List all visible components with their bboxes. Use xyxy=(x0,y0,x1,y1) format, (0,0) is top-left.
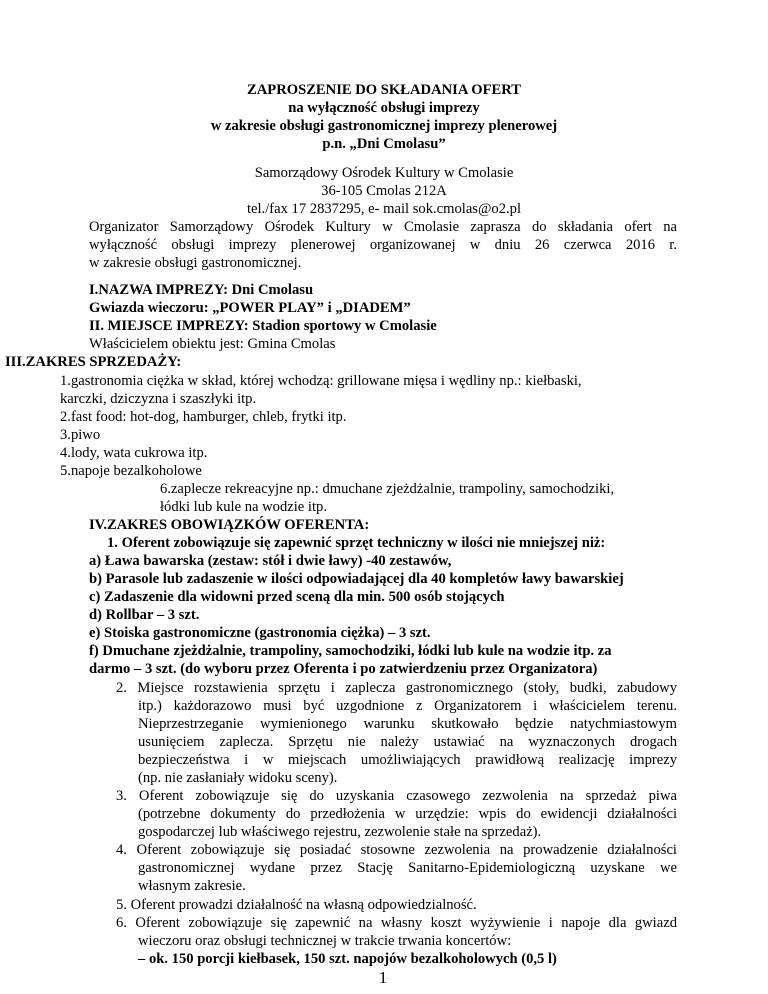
obligation-item-4: własnym zakresie. xyxy=(138,878,246,894)
organizer-contact: tel./fax 17 2837295, e- mail sok.cmolas@o2.pl xyxy=(246,201,522,217)
obligation-item-4: 4. Oferent zobowiązuje się posiadać stosowne zezwolenia na prowadzenie działalności xyxy=(116,842,677,858)
equipment-item: e) Stoiska gastronomiczne (gastronomia ciężka) – 3 szt. xyxy=(89,625,431,641)
organizer-name: Samorządowy Ośrodek Kultury w Cmolasie xyxy=(254,165,514,181)
sales-item: 4.lody, wata cukrowa itp. xyxy=(60,445,208,461)
obligation-item-3: (potrzebne dokumenty do przedłożenia w urzędzie: wpis do ewidencji działalności xyxy=(138,806,677,822)
obligation-item-6: wieczoru oraz obsługi technicznej w trakcie trwania koncertów: xyxy=(138,933,512,949)
document-subtitle: na wyłączność obsługi imprezy xyxy=(288,100,480,116)
document-subtitle: w zakresie obsługi gastronomicznej imprezy plenerowej xyxy=(210,118,558,134)
event-stars: Gwiazda wieczoru: „POWER PLAY” i „DIADEM” xyxy=(89,300,411,316)
obligation-item-6: – ok. 150 porcji kiełbasek, 150 szt. napojów bezalkoholowych (0,5 l) xyxy=(138,951,557,967)
document-subtitle: p.n. „Dni Cmolasu” xyxy=(322,136,446,152)
equipment-item: a) Ława bawarska (zestaw: stół i dwie ławy) -40 zestawów, xyxy=(89,553,452,569)
sales-item: 3.piwo xyxy=(60,427,101,443)
sales-scope-heading: III.ZAKRES SPRZEDAŻY: xyxy=(5,354,182,370)
obligation-item-2: 2. Miejsce rozstawienia sprzętu i zaplecza gastronomicznego (stoły, budki, zabudowy xyxy=(116,680,677,696)
sales-item: 2.fast food: hot-dog, hamburger, chleb, frytki itp. xyxy=(60,409,347,425)
obligation-item-2: usunięciem zaplecza. Sprzętu nie należy ustawiać na wyznaczonych drogach xyxy=(138,734,677,750)
obligation-item-5: 5. Oferent prowadzi działalność na własną odpowiedzialność. xyxy=(116,897,477,913)
obligation-item-2: Nieprzestrzeganie wymienionego warunku skutkowało będzie natychmiastowym xyxy=(138,716,677,732)
sales-item: 5.napoje bezalkoholowe xyxy=(60,463,202,479)
sales-item: 1.gastronomia ciężka w skład, której wchodzą: grillowane mięsa i wędliny np.: kiełbaski, xyxy=(60,373,582,389)
document-title: ZAPROSZENIE DO SKŁADANIA OFERT xyxy=(247,82,521,98)
intro-line: w zakresie obsługi gastronomicznej. xyxy=(89,255,302,271)
obligations-heading: IV.ZAKRES OBOWIĄZKÓW OFERENTA: xyxy=(89,517,370,533)
equipment-item: d) Rollbar – 3 szt. xyxy=(89,607,200,623)
intro-line: Organizator Samorządowy Ośrodek Kultury w Cmolasie zaprasza do składania ofert na xyxy=(89,219,677,235)
organizer-address: 36-105 Cmolas 212A xyxy=(321,183,447,199)
obligation-item-2: bezpieczeństwa i w miejscach umożliwiających prawidłową realizację imprezy xyxy=(138,752,677,768)
page-number: 1 xyxy=(378,968,388,987)
obligation-item-4: gastronomicznej wydane przez Stację Sanitarno-Epidemiologiczną uzyskane we xyxy=(138,860,677,876)
equipment-item: darmo – 3 szt. (do wyboru przez Oferenta i po zatwierdzeniu przez Organizatora) xyxy=(89,661,598,677)
sales-item: łódki lub kule na wodzie itp. xyxy=(160,499,327,515)
equipment-item: c) Zadaszenie dla widowni przed sceną dla min. 500 osób stojących xyxy=(89,589,505,605)
event-place: II. MIEJSCE IMPREZY: Stadion sportowy w Cmolasie xyxy=(89,318,437,334)
event-name: I.NAZWA IMPREZY: Dni Cmolasu xyxy=(89,282,314,298)
obligation-item-2: itp.) każdorazowo musi być uzgodnione z Organizatorem i właścicielem terenu. xyxy=(138,698,677,714)
obligation-item-6: 6. Oferent zobowiązuje się zapewnić na własny koszt wyżywienie i napoje dla gwiazd xyxy=(116,915,677,931)
sales-item: karczki, dziczyzna i szaszłyki itp. xyxy=(60,391,257,407)
sales-item: 6.zaplecze rekreacyjne np.: dmuchane zjeżdżalnie, trampoliny, samochodziki, xyxy=(160,481,615,497)
equipment-item: f) Dmuchane zjeżdżalnie, trampoliny, samochodziki, łódki lub kule na wodzie itp. za xyxy=(89,643,612,659)
intro-line: wyłączność obsługi imprezy plenerowej organizowanej w dniu 26 czerwca 2016 r. xyxy=(89,237,677,253)
obligation-item-1: 1. Oferent zobowiązuje się zapewnić sprzęt techniczny w ilości nie mniejszej niż: xyxy=(107,535,606,551)
venue-owner: Właścicielem obiektu jest: Gmina Cmolas xyxy=(89,336,336,352)
equipment-item: b) Parasole lub zadaszenie w ilości odpowiadającej dla 40 kompletów ławy bawarskiej xyxy=(89,571,624,587)
obligation-item-3: 3. Oferent zobowiązuje się do uzyskania czasowego zezwolenia na sprzedaż piwa xyxy=(116,788,677,804)
obligation-item-3: gospodarczej lub właściwego rejestru, zezwolenie stałe na sprzedaż). xyxy=(138,824,542,840)
obligation-item-2: (np. nie zasłaniały widoku sceny). xyxy=(138,770,338,786)
